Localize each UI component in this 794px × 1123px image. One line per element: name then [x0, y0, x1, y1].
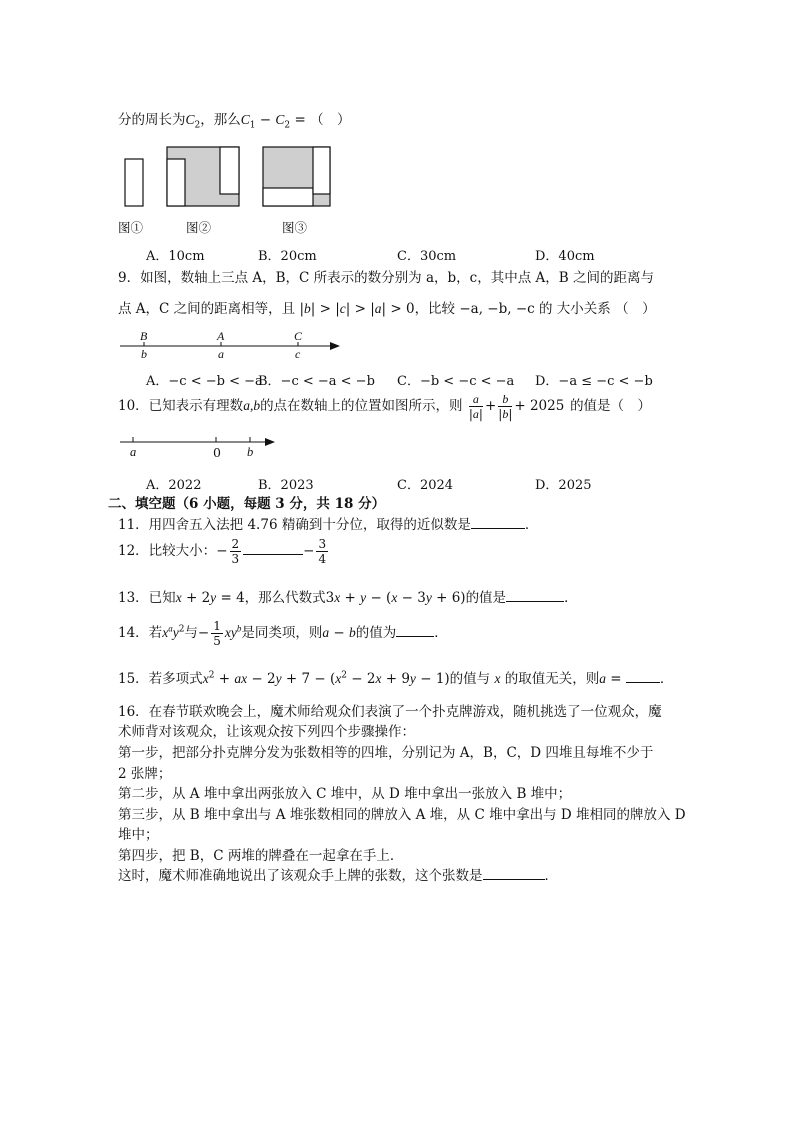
- fig1-rectangle: [125, 159, 143, 206]
- q10-option-a: A．2022: [146, 478, 202, 493]
- q14-line: 14．若$x^ay^2$与− $\frac{1}{5}$ $xy^b$是同类项，则a − b的值为 ．: [118, 619, 448, 648]
- q10-option-c: C．2024: [397, 478, 454, 493]
- q9-option-a: A．−c < −b < −a: [146, 374, 263, 389]
- q16-line-5: 第二步，从 A 堆中拿出两张放入 C 堆中，从 D 堆中拿出一张放入 B 堆中；: [118, 786, 572, 802]
- q15-blank: [626, 670, 660, 683]
- q16-line-4: 2 张牌；: [118, 766, 172, 782]
- q12-blank: [243, 542, 303, 555]
- q12-frac-left: $\frac{2}{3}$: [231, 537, 240, 566]
- q9-label-C: C: [294, 329, 303, 343]
- fig2-small-rect-left: [167, 159, 185, 206]
- fig-label-3: 图③: [282, 220, 308, 235]
- q8-option-c: C．30cm: [397, 249, 457, 264]
- q16-line-1: 16．在春节联欢晚会上，魔术师给观众们表演了一个扑克牌游戏，随机挑选了一位观众，魔: [118, 704, 662, 720]
- fig3-small-rect-right: [313, 147, 330, 194]
- q8-option-d: D．40cm: [535, 249, 595, 264]
- q10-label-a: a: [130, 445, 137, 459]
- q10-axis-arrow: [265, 438, 275, 446]
- q16-line-8: 第四步，把 B，C 两堆的牌叠在一起拿在手上．: [118, 848, 404, 864]
- q9-option-c: C．−b < −c < −a: [397, 374, 515, 389]
- q9-option-b: B．−c < −a < −b: [258, 374, 375, 389]
- q10-label-0: 0: [213, 445, 221, 460]
- q16-line-7: 堆中；: [118, 827, 159, 843]
- q11-blank: [471, 516, 525, 529]
- q16-line-9: 这时，魔术师准确地说出了该观众手上牌的张数，这个张数是 ．: [118, 868, 558, 884]
- q12-frac-right: $\frac{3}{4}$: [318, 537, 327, 566]
- q9-label-A: A: [217, 329, 225, 343]
- q9-label-c: c: [295, 347, 301, 361]
- fig-label-2: 图②: [186, 220, 212, 235]
- q10-label-b: b: [247, 445, 254, 459]
- q10-frac-a: $\frac{a}{|a|}$: [468, 392, 483, 421]
- q16-line-2: 术师背对该观众，让该观众按下列四个步骤操作：: [118, 724, 415, 740]
- q8-figures: [118, 142, 348, 212]
- q9-axis-arrow: [330, 342, 340, 350]
- q9-line2: 点 A，C 之间的距离相等，且 |b| > |c| > |a| > 0，比较 −a, −b, −c 的 大小关系 （ ）: [118, 301, 656, 317]
- fig3-small-rect-bottom: [263, 188, 313, 206]
- q9-line1: 9．如图，数轴上三点 A，B，C 所表示的数分别为 a，b，c，其中点 A，B 之间的距离与: [118, 270, 654, 286]
- q10-number-line: [118, 430, 283, 456]
- q9-number-line: [118, 326, 348, 366]
- q8-option-a: A．10cm: [146, 249, 205, 264]
- fig2-small-rect-right: [220, 147, 239, 194]
- q14-blank: [396, 624, 434, 637]
- q16-blank: [483, 867, 545, 880]
- q9-label-a: a: [218, 347, 224, 361]
- q9-label-B: B: [140, 329, 148, 343]
- section-heading: 二、填空题（6 小题，每题 3 分，共 18 分）: [108, 496, 386, 512]
- q9-option-d: D．−a ≤ −c < −b: [535, 374, 653, 389]
- q10-line: 10．已知表示有理数a,b的点在数轴上的位置如图所示，则 $\frac{a}{|a|}$ + $\frac{b}{|b|}$ + 2025 的值是（ ）: [118, 392, 652, 421]
- q14-frac: $\frac{1}{5}$: [213, 619, 221, 648]
- q8-tail: 分的周长为$C_2$，那么$C_1 - C_2$ = （ ）: [118, 112, 351, 131]
- q15-line: 15．若多项式$x^2$ + ax − $2y + 7 - (x^2 - 2x + 9y - 1)$的值与 x 的取值无关，则a = ．: [118, 670, 674, 687]
- q11-line: 11．用四舍五入法把 4.76 精确到十分位，取得的近似数是 ．: [118, 517, 539, 533]
- q13-blank: [506, 589, 564, 602]
- fig-label-1: 图①: [118, 220, 144, 235]
- q8-option-b: B．20cm: [258, 249, 317, 264]
- q10-option-d: D．2025: [535, 478, 592, 493]
- q16-line-3: 第一步，把部分扑克牌分发为张数相等的四堆，分别记为 A，B，C，D 四堆且每堆不少于: [118, 745, 654, 761]
- q10-option-b: B．2023: [258, 478, 314, 493]
- q12-line: 12．比较大小：− $\frac{2}{3}$ − $\frac{3}{4}$: [118, 537, 327, 566]
- q16-line-6: 第三步，从 B 堆中拿出与 A 堆张数相同的牌放入 A 堆，从 C 堆中拿出与 D 堆相同的牌放入 D: [118, 807, 686, 823]
- q9-label-b: b: [141, 347, 147, 361]
- q10-frac-b: $\frac{b}{|b|}$: [498, 392, 513, 421]
- q13-line: 13．已知x + 2y = 4，那么代数式3x + y − (x − 3y + 6)的值是 ．: [118, 590, 578, 606]
